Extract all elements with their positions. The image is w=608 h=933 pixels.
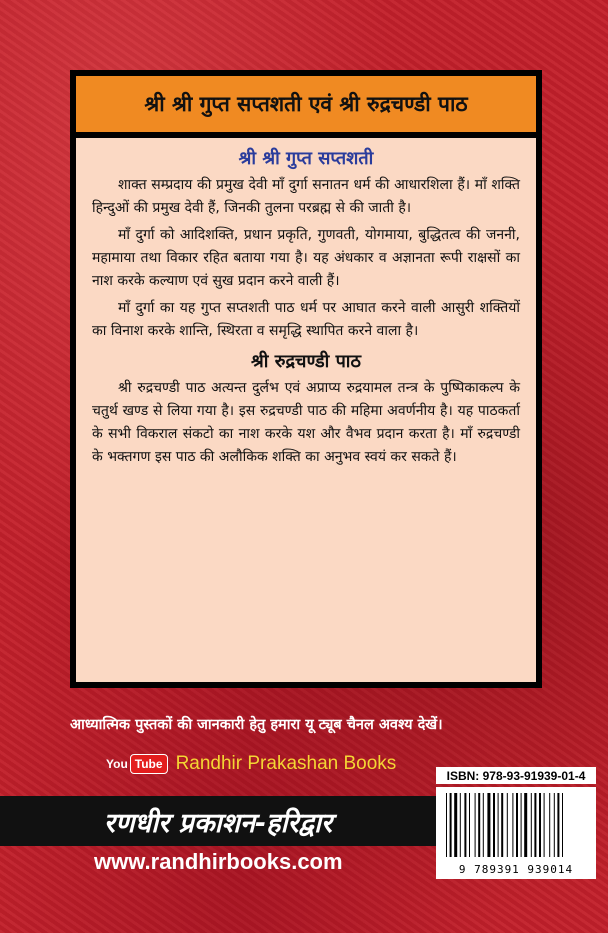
section-heading-rudrachandi: श्री रुद्रचण्डी पाठ (251, 351, 361, 372)
paragraph: माँ दुर्गा को आदिशक्ति, प्रधान प्रकृति, गुणवती, योगमाया, बुद्धितत्व की जननी, महामाया तथा विकार रहित बताया गया है। यह अंधकार व अज्ञानता रूपी राक्षसों का नाश करके कल्याण एवं सुख प्रदान करने वाली हैं। (92, 227, 520, 289)
website-link[interactable]: www.randhirbooks.com (94, 849, 343, 874)
youtube-channel-row[interactable] (104, 753, 396, 775)
youtube-notice: आध्यात्मिक पुस्तकों की जानकारी हेतु हमारा यू ट्यूब चैनल अवश्य देखें। (70, 717, 443, 733)
description-body (76, 138, 536, 682)
paragraph: श्री रुद्रचण्डी पाठ अत्यन्त दुर्लभ एवं अप्राप्य रुद्रयामल तन्त्र के पुष्पिकाकल्प के चतुर्थ खण्ड से लिया गया है। इस रुद्रचण्डी पाठ की महिमा अवर्णनीय है। यह पाठकर्ता के सभी विकराल संकटो का नाश करके यश और वैभव प्रदान करता है। माँ रुद्रचण्डी के भक्तगण इस पाठ की अलौकिक शक्ति का अनुभव स्वयं कर सकते हैं। (92, 380, 520, 465)
paragraph: शाक्त सम्प्रदाय की प्रमुख देवी माँ दुर्गा सनातन धर्म की आधारशिला हैं। माँ शक्ति हिन्दुओं की प्रमुख देवी हैं, जिनकी तुलना परब्रह्म से की जाती है। (92, 177, 520, 216)
publisher-name: रणधीर प्रकाशन-हरिद्वार (0, 796, 436, 846)
youtube-channel-name: Randhir Prakashan Books (175, 753, 397, 774)
book-title: श्री श्री गुप्त सप्तशती एवं श्री रुद्रचण्डी पाठ (76, 76, 536, 132)
description-panel (70, 70, 542, 688)
section-heading-gupt-saptashati: श्री श्री गुप्त सप्तशती (238, 148, 374, 169)
barcode-number: 9 789391 939014 (458, 863, 574, 876)
youtube-icon: You Tube (104, 754, 168, 774)
barcode-icon (444, 793, 588, 857)
isbn-label: ISBN: 978-93-91939-01-4 (436, 767, 596, 784)
paragraph: माँ दुर्गा का यह गुप्त सप्तशती पाठ धर्म पर आघात करने वाली आसुरी शक्तियों का विनाश करके शान्ति, स्थिरता व समृद्धि स्थापित करने वाला है। (92, 300, 520, 339)
barcode (436, 787, 596, 879)
